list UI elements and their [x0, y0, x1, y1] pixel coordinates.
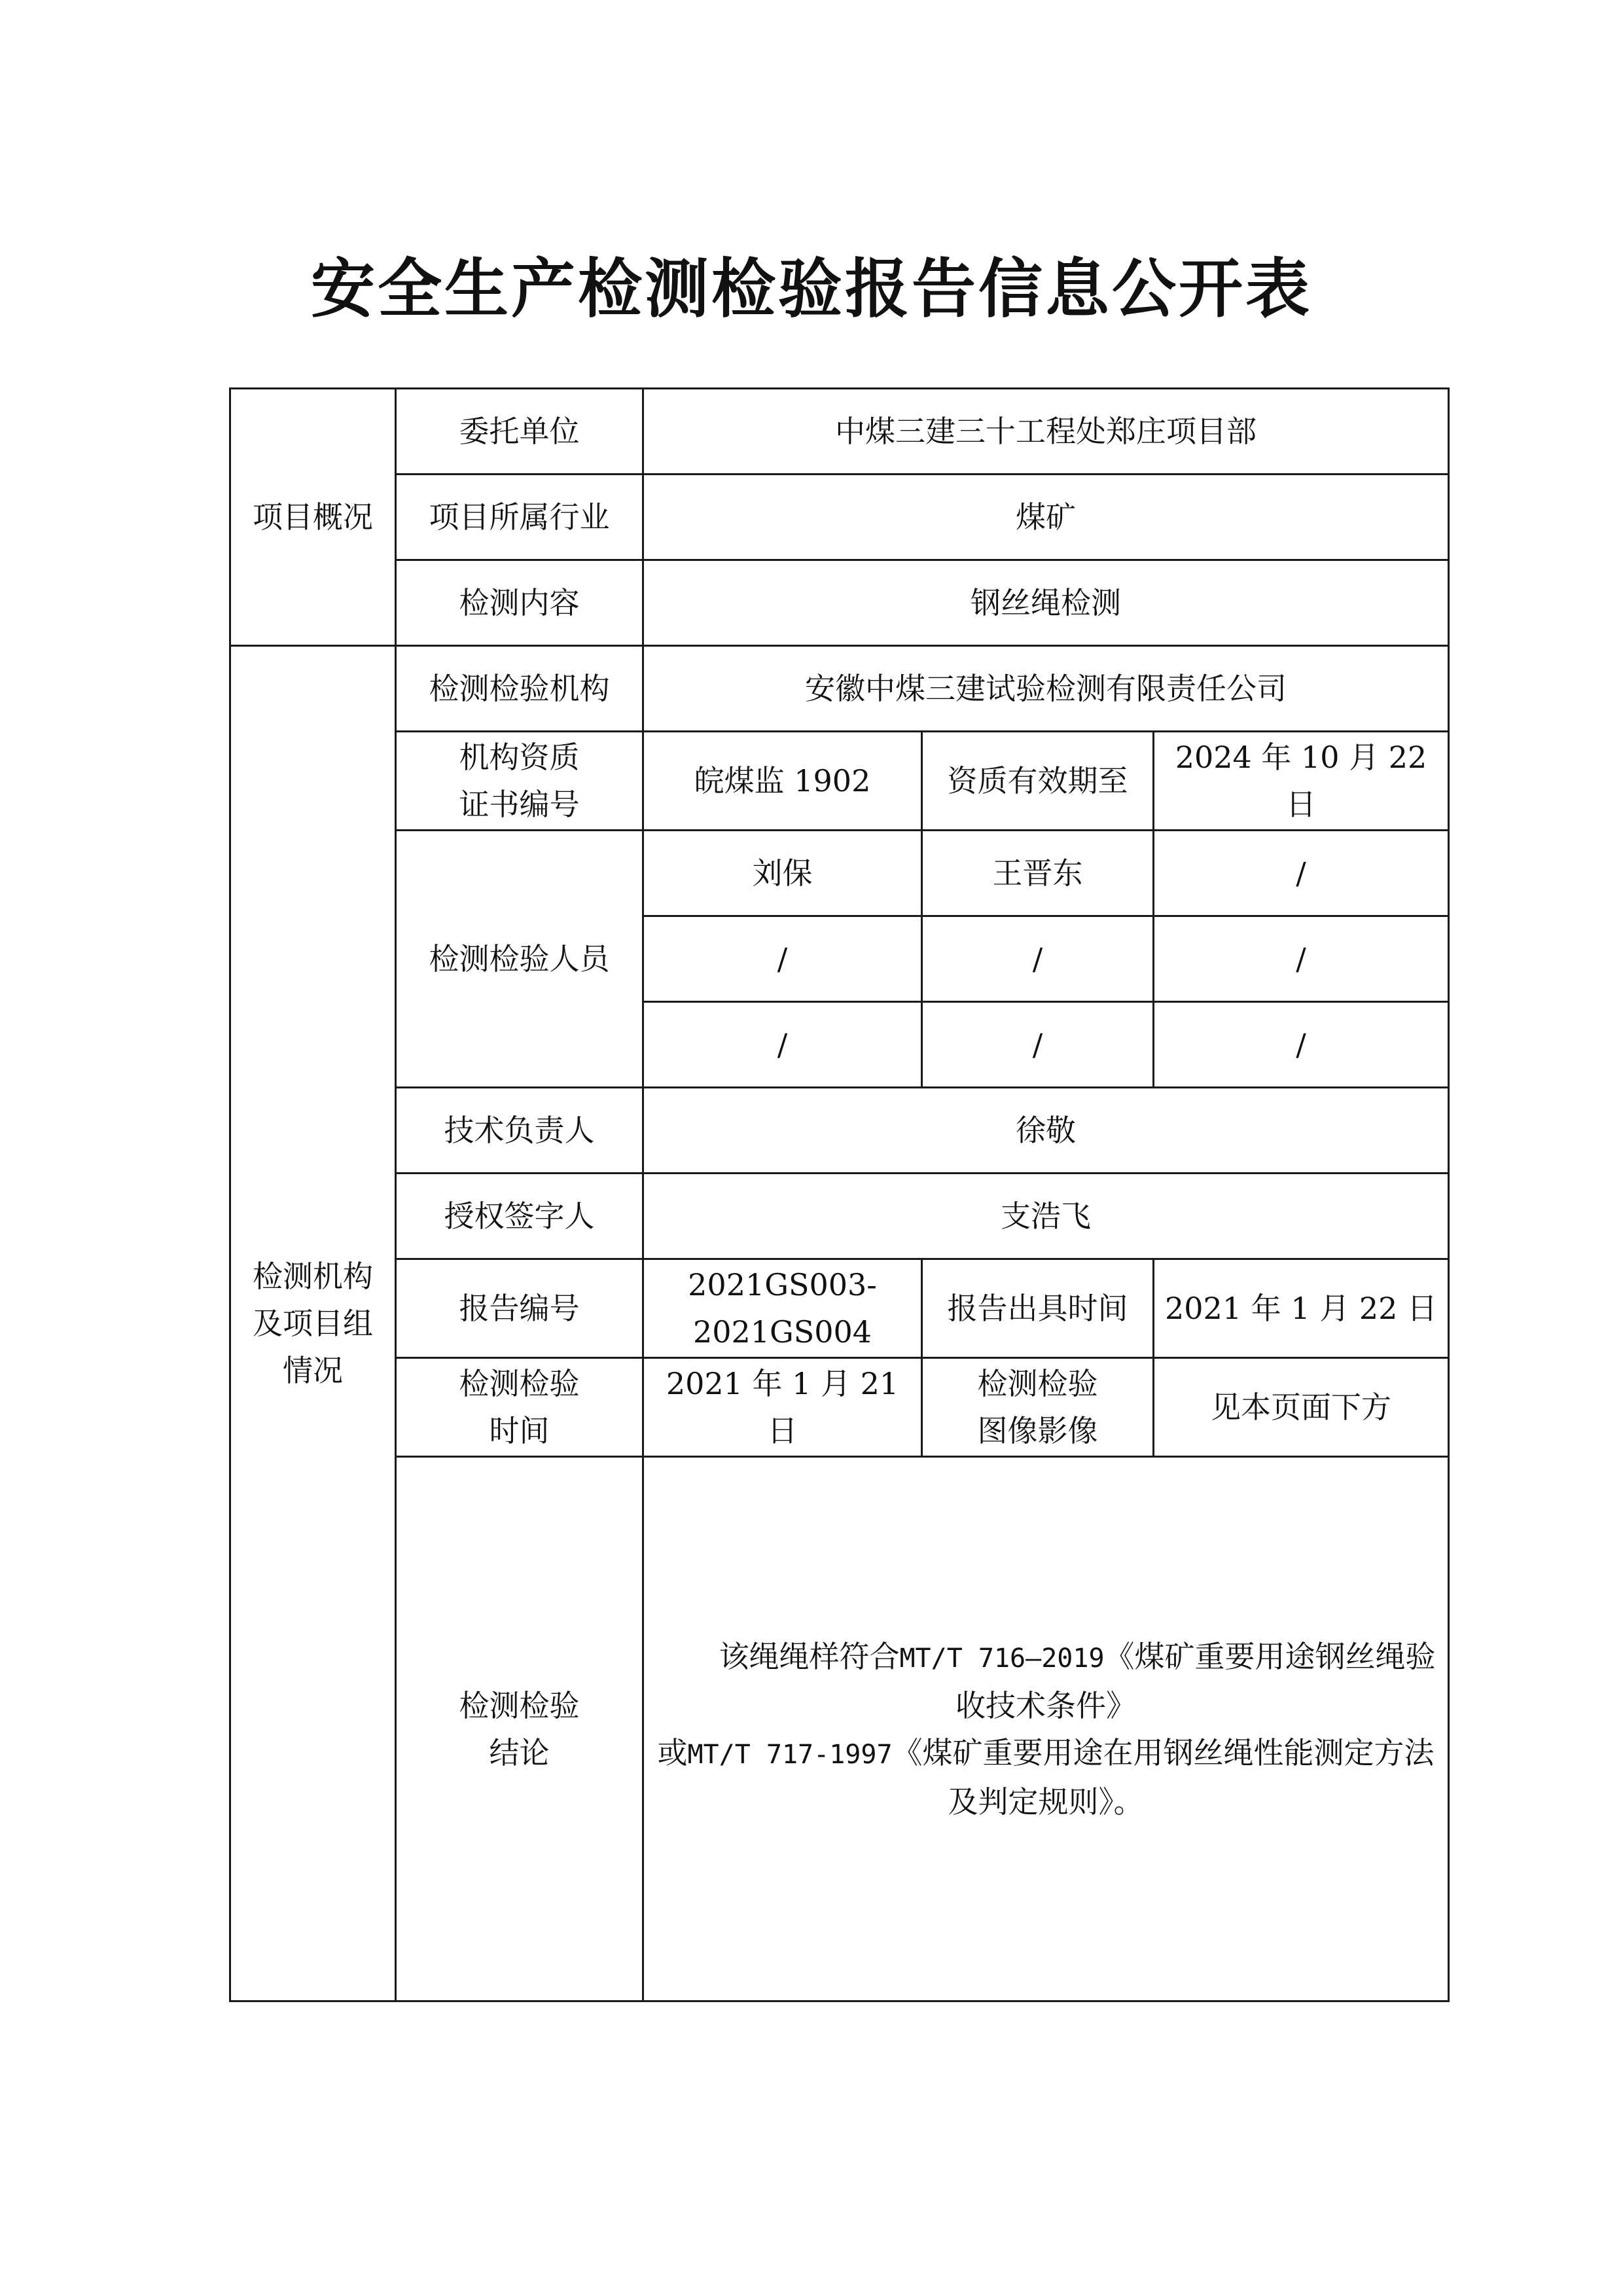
- conclusion-standard-1: MT/T 716—2019: [899, 1643, 1105, 1674]
- conclusion-text-b: 《煤矿重要用途钢丝绳验收技术条件》: [955, 1638, 1436, 1723]
- value-client: 中煤三建三十工程处郑庄项目部: [643, 389, 1449, 475]
- table-row: [230, 389, 1449, 475]
- label-cert: [396, 732, 643, 831]
- value-content: 钢丝绳检测: [643, 560, 1449, 646]
- conclusion-line2: [648, 1729, 1444, 1825]
- value-validity: 2024 年 10 月 22 日: [1154, 732, 1449, 831]
- personnel-cell: /: [1154, 916, 1449, 1002]
- conclusion-standard-2: MT/T 717-1997: [687, 1739, 893, 1770]
- label-signatory: 授权签字人: [396, 1174, 643, 1259]
- label-tech-lead: 技术负责人: [396, 1088, 643, 1174]
- section-overview: 项目概况: [230, 389, 396, 646]
- personnel-cell: 刘保: [643, 831, 922, 916]
- label-industry: 项目所属行业: [396, 475, 643, 560]
- conclusion-text: [643, 1457, 1449, 2001]
- table-row: [230, 1088, 1449, 1174]
- personnel-cell: /: [643, 916, 922, 1002]
- value-issue-time: 2021 年 1 月 22 日: [1154, 1259, 1449, 1358]
- personnel-cell: 王晋东: [922, 831, 1154, 916]
- table-row: [230, 1174, 1449, 1259]
- value-cert-no: 皖煤监 1902: [643, 732, 922, 831]
- conclusion-text-a: 该绳绳样符合: [719, 1638, 900, 1674]
- section-conclusion: [396, 1457, 643, 2001]
- table-row: [230, 732, 1449, 831]
- section-org-line2: 及项目组: [253, 1306, 373, 1341]
- personnel-cell: /: [1154, 831, 1449, 916]
- table-row: [230, 1358, 1449, 1457]
- table-row: [230, 1259, 1449, 1358]
- value-signatory: 支浩飞: [643, 1174, 1449, 1259]
- value-images: 见本页面下方: [1154, 1358, 1449, 1457]
- personnel-cell: /: [922, 916, 1154, 1002]
- personnel-cell: /: [643, 1002, 922, 1088]
- table-row: [230, 646, 1449, 732]
- info-table: [229, 387, 1450, 2002]
- section-conclusion-line2: 结论: [489, 1734, 550, 1770]
- label-images-line1: 检测检验: [977, 1366, 1098, 1401]
- personnel-cell: /: [922, 1002, 1154, 1088]
- label-personnel: 检测检验人员: [396, 831, 643, 1088]
- label-cert-line1: 机构资质: [459, 740, 580, 775]
- label-client: 委托单位: [396, 389, 643, 475]
- label-images-line2: 图像影像: [977, 1413, 1098, 1448]
- table-row: [230, 475, 1449, 560]
- label-images: [922, 1358, 1154, 1457]
- label-test-time: [396, 1358, 643, 1457]
- value-tech-lead: 徐敬: [643, 1088, 1449, 1174]
- value-test-time: 2021 年 1 月 21 日: [643, 1358, 922, 1457]
- label-validity: 资质有效期至: [922, 732, 1154, 831]
- table-row: [230, 1457, 1449, 2001]
- label-test-time-line1: 检测检验: [459, 1366, 580, 1401]
- label-institution: 检测检验机构: [396, 646, 643, 732]
- conclusion-text-d: 《煤矿重要用途在用钢丝绳性能测定方法及判定规则》。: [892, 1734, 1435, 1820]
- value-report-no-line2: 2021GS004: [692, 1314, 872, 1350]
- label-report-no: 报告编号: [396, 1259, 643, 1358]
- page-title: 安全生产检测检验报告信息公开表: [310, 251, 1312, 327]
- conclusion-text-c: 或: [657, 1734, 688, 1770]
- conclusion-line1: [648, 1633, 1444, 1729]
- section-conclusion-line1: 检测检验: [459, 1687, 580, 1723]
- section-org-line1: 检测机构: [253, 1259, 373, 1294]
- table-row: [230, 560, 1449, 646]
- section-org-line3: 情况: [283, 1353, 343, 1388]
- value-report-no-line1: 2021GS003-: [688, 1267, 877, 1302]
- table-row: [230, 831, 1449, 916]
- value-institution: 安徽中煤三建试验检测有限责任公司: [643, 646, 1449, 732]
- label-content: 检测内容: [396, 560, 643, 646]
- value-report-no: [643, 1259, 922, 1358]
- personnel-cell: /: [1154, 1002, 1449, 1088]
- label-cert-line2: 证书编号: [459, 787, 580, 822]
- value-industry: 煤矿: [643, 475, 1449, 560]
- label-test-time-line2: 时间: [489, 1413, 550, 1448]
- section-organization: [230, 646, 396, 2001]
- label-issue-time: 报告出具时间: [922, 1259, 1154, 1358]
